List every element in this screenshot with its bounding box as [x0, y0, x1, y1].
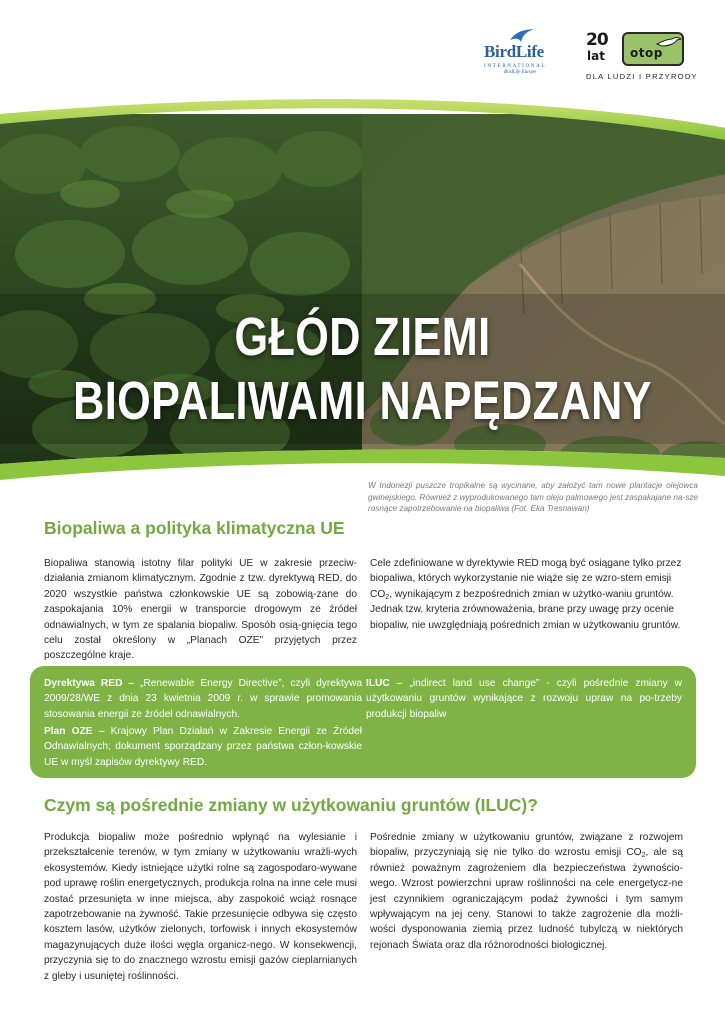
text-run: Cele zdefiniowane w dyrektywie RED mogą być osiągane tylko przez biopaliwa, których wykorzystanie nie wiąże się ze wzro-stem emisji CO	[370, 558, 682, 600]
section2-right-column	[370, 830, 683, 953]
paragraph: Biopaliwa stanowią istotny filar polityki UE w zakresie przeciw-działania zmianom klimatycznym. Zgodnie z tzw. dyrektywą RED, do 2020 wszystkie państwa członkowskie UE są zobowią-zane do zaspokajania 10% energii w transporcie drogowym ze źródeł odnawialnych, w tym ze spalania biopaliw. Sposób osią-gnięcia tego celu został określony w „Planach OZE” przyjętych przez poszczególne kraje.	[44, 558, 357, 662]
paragraph	[370, 556, 682, 633]
headline-line-1: GŁÓD ZIEMI	[234, 307, 491, 367]
text-run: Pośrednie zmiany w użytkowaniu gruntów, związane z rozwojem biopaliw, przyczyniają się nie tylko do wzrostu emisji CO	[370, 832, 683, 859]
definition-term: Dyrektywa RED	[44, 678, 123, 689]
section-title-climate-policy: Biopaliwa a polityka klimatyczna UE	[44, 518, 345, 538]
paragraph	[370, 830, 683, 953]
hero-banner	[0, 84, 725, 494]
text-run: , ale są również poważnym zagrożeniem dla bezpieczeństwa żywnościo-wego. Wzrost powierzchni upraw roślinności na cele energetycz-ne jest czynnikiem ograniczającym podaż żywności i tym samym wpływającym na jej ceny. Stanowi to także zagrożenie dla możli-wości dysponowania ziemią przez ludność tubylczą w niektórych rejonach Świata oraz dla różnorodności biologicznej.	[370, 847, 683, 951]
otop-wordmark: otop	[630, 46, 663, 60]
section2-left-column	[44, 830, 357, 984]
paragraph: Produkcja biopaliw może pośrednio wpłynąć na wylesianie i przekształcenie terenów, w tym zmiany w użytkowaniu wrażli-wych ekosystemów. Kiedy istniejące użytki rolne są zagospodaro-wywane pod uprawę roślin energetycznych, produkcja rolna na inne cele musi zostać przesunięta w inne miejsca, aby zaspokoić wciąż rosnące zapotrzebowanie na żywność. Takie przesunięcie odbywa się często kosztem lasów, użytków zielonych, torfowisk i innych ekosystemów magazynujących duże ilości węgla organicz-nego. W konsekwencji, przyczynia się to do znacznego wzrostu emisji gazów cieplarnianych z gleby i usuniętej roślinności.	[44, 832, 357, 982]
definition-text: – Krajowy Plan Działań w Zakresie Energii ze Źródeł Odnawialnych; dokument sporządzany przez państwa człon-kowskie UE w myśl zapisów dyrektywy RED.	[44, 726, 362, 768]
subscript: 2	[385, 593, 390, 601]
otop-anniversary-number: 20	[586, 30, 608, 50]
section1-right-column	[370, 556, 682, 633]
bird-icon	[656, 35, 682, 49]
otop-logo	[582, 30, 698, 84]
forest-photo	[0, 84, 725, 494]
birdlife-europe: BirdLife Europe	[504, 70, 537, 75]
section1-left-column	[44, 556, 357, 664]
photo-caption: W Indonezji puszcze tropikalne są wycinane, aby założyć tam nowe plantacje olejowca gwinejskiego. Również z wyprodukowanego tam oleju palmowego jest zaspakajane na-sze rosnące zapotrzebowanie na biopaliwa (Fot. Eka Tresnawan)	[368, 481, 698, 513]
text-run: , wynikającym z bezpośrednich zmian w użytko-waniu gruntów. Jednak tzw. kryteria zrównoważenia, brane przy uwagę przy ocenie biopaliw, nie uwzględniają pośrednich zmian w użytkowaniu gruntów.	[370, 588, 681, 631]
section-title-iluc: Czym są pośrednie zmiany w użytkowaniu gruntów (ILUC)?	[44, 795, 538, 815]
definition-oze	[44, 724, 362, 770]
definitions-box	[30, 666, 696, 778]
definition-text: – „indirect land use change” - czyli pośrednie zmiany w użytkowaniu gruntów wynikające z rozwoju upraw na po-trzeby produkcji biopaliw	[366, 678, 682, 720]
birdlife-logo	[478, 26, 556, 82]
birdlife-name: BirdLife	[484, 42, 544, 61]
definition-red	[44, 676, 362, 722]
otop-badge	[622, 32, 684, 66]
otop-anniversary-lat: lat	[587, 49, 605, 63]
definition-term: ILUC	[366, 678, 390, 689]
definition-term: Plan OZE	[44, 726, 93, 737]
definition-text: – „Renewable Energy Directive”, czyli dyrektywa 2009/28/WE z dnia 23 kwietnia 2009 r. w sprawie promowania stosowania energii ze źródeł odnawialnych.	[44, 678, 362, 720]
birdlife-intl: INTERNATIONAL	[484, 63, 547, 69]
subscript: 2	[641, 852, 646, 860]
headline-line-2: BIOPALIWAMI NAPĘDZANY	[73, 371, 652, 431]
otop-tagline: DLA LUDZI I PRZYRODY	[586, 72, 698, 81]
definition-iluc	[366, 676, 682, 722]
